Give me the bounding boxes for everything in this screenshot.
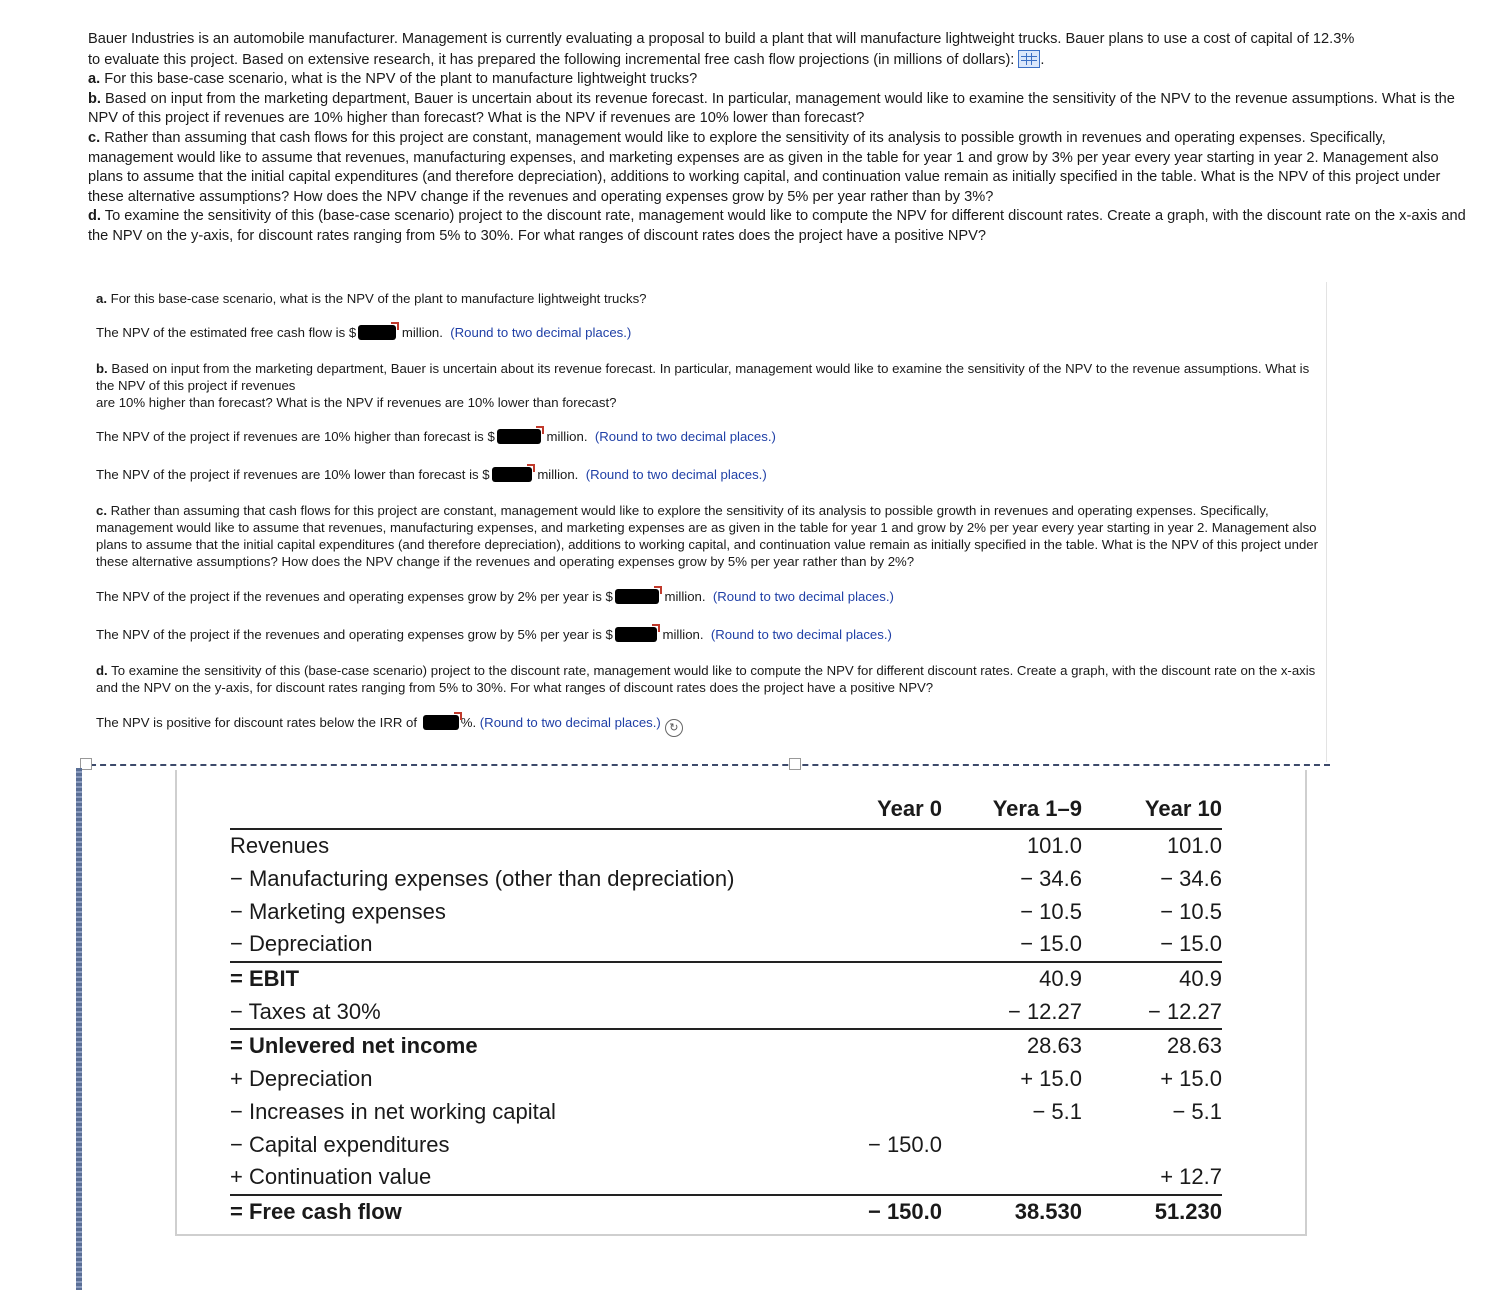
cash-flow-table-panel [175,770,1307,1236]
problem-intro-line1: Bauer Industries is an automobile manufacturer. Management is currently evaluating a proposal to build a plant that will manufacture lightweight trucks. Bauer plans to use a cost of capital of 12.3% [88,31,1355,47]
problem-intro-line2: to evaluate this project. Based on extensive research, it has prepared the following incremental free cash flow projections (in millions of dollars): [88,51,1015,68]
question-a: a. For this base-case scenario, what is the NPV of the plant to manufacture lightweight trucks? [96,291,647,306]
table-grid-icon[interactable] [1018,50,1040,68]
panel-border [1326,282,1327,762]
table-row-total: = Free cash flow − 150.0 38.530 51.230 [230,1195,1222,1229]
table-header-row [230,790,1222,829]
answer-b-lower-input[interactable] [492,467,532,482]
table-row: = EBIT 40.9 40.9 [230,966,1222,992]
answer-c-5pct-input[interactable] [615,627,657,642]
cash-flow-table [230,790,1222,1228]
answer-c-5pct-line: The NPV of the project if the revenues and operating expenses grow by 5% per year is $ million. (Round to two decimal places.) [96,627,892,642]
answer-b-lower-line: The NPV of the project if revenues are 10% lower than forecast is $ million. (Round to two decimal places.) [96,467,767,482]
header-year-10: Year 10 [1082,790,1222,829]
question-b: b. Based on input from the marketing department, Bauer is uncertain about its revenue forecast. In particular, management would like to examine the sensitivity of the NPV to the revenue assumptions. What is the NPV of this project if revenues are 10% higher than forecast? What is the NPV if revenues are 10% lower than forecast? [96,361,1310,410]
answer-c-2pct-line: The NPV of the project if the revenues and operating expenses grow by 2% per year is $ million. (Round to two decimal places.) [96,589,894,604]
question-d: d. To examine the sensitivity of this (base-case scenario) project to the discount rate, management would like to compute the NPV for different discount rates. Create a graph, with the discount rate on the x-axis and the NPV on the y-axis, for discount rates ranging from 5% to 30%. For what ranges of discount rates does the project have a positive NPV? [96,663,1316,695]
answer-a-line: The NPV of the estimated free cash flow is $ million. (Round to two decimal places.) [96,325,632,340]
question-c: c. Rather than assuming that cash flows for this project are constant, management would like to explore the sensitivity of its analysis to possible growth in revenues and operating expenses. Specifically, management would like to assume that revenues, manufacturing expenses, and marketing expenses are as given in the table for year 1 and grow by 2% per year every year starting in year 2. Management also plans to assume that the initial capital expenditures (and therefore depreciation), additions to working capital, and continuation value remain as initially specified in the table. What is the NPV of this project under these alternative assumptions? How does the NPV change if the revenues and operating expenses grow by 5% per year rather than by 2%? [96,503,1319,569]
table-row: − Increases in net working capital − 5.1 − 5.1 [230,1098,1222,1124]
table-row: − Marketing expenses − 10.5 − 10.5 [230,898,1222,924]
panel-resize-divider[interactable] [80,762,1330,768]
problem-part-d: d. To examine the sensitivity of this (base-case scenario) project to the discount rate, management would like to compute the NPV for different discount rates. Create a graph, with the discount rate on the x-axis and the NPV on the y-axis, for discount rates ranging from 5% to 30%. For what ranges of discount rates does the project have a positive NPV? [88,208,1466,244]
problem-part-c: c. Rather than assuming that cash flows for this project are constant, management would like to explore the sensitivity of its analysis to possible growth in revenues and operating expenses. Specifically, management would like to assume that revenues, manufacturing expenses, and marketing expenses are as given in the table for year 1 and grow by 3% per year every year starting in year 2. Management also plans to assume that the initial capital expenditures (and therefore depreciation), additions to working capital, and continuation value remain as initially specified in the table. What is the NPV of this project under these alternative assumptions? How does the NPV change if the revenues and operating expenses grow by 5% per year rather than by 3%? [88,129,1441,205]
refresh-icon[interactable]: ↻ [665,719,683,737]
header-year-0: Year 0 [842,790,942,829]
answer-b-higher-input[interactable] [497,429,541,444]
table-row: = Unlevered net income 28.63 28.63 [230,1033,1222,1059]
answer-d-input[interactable] [423,715,459,730]
table-row: Revenues 101.0 101.0 [230,833,1222,859]
header-year-1-9: Yera 1–9 [942,790,1082,829]
answer-a-input[interactable] [358,325,396,340]
table-row: + Depreciation + 15.0 + 15.0 [230,1066,1222,1092]
problem-part-b: b. Based on input from the marketing department, Bauer is uncertain about its revenue forecast. In particular, management would like to examine the sensitivity of the NPV to the revenue assumptions. What is the NPV of this project if revenues are 10% higher than forecast? What is the NPV if revenues are 10% lower than forecast? [88,90,1455,127]
resize-handle-center[interactable] [789,758,801,770]
table-row: + Continuation value + 12.7 [230,1164,1222,1190]
table-row: − Capital expenditures − 150.0 [230,1131,942,1157]
table-row: − Taxes at 30% − 12.27 − 12.27 [230,995,1222,1029]
scrollbar[interactable] [76,768,82,1290]
divider-line [80,764,1330,766]
problem-intro: Bauer Industries is an automobile manufacturer. Management is currently evaluating a proposal to build a plant that will manufacture lightweight trucks. Bauer plans to use a cost of capital of 12.3% to evaluate this project. Based on extensive research, it has prepared the following incremental free cash flow projections (in millions of dollars): . [88,31,1355,68]
table-row: − Manufacturing expenses (other than depreciation) − 34.6 − 34.6 [230,866,1222,892]
answer-c-2pct-input[interactable] [615,589,659,604]
table-row: − Depreciation − 15.0 − 15.0 [230,928,1222,962]
problem-statement [88,30,1468,247]
problem-part-a: a. For this base-case scenario, what is the NPV of the plant to manufacture lightweight trucks? [88,71,698,88]
answer-d-line: The NPV is positive for discount rates below the IRR of %. (Round to two decimal places.) ↻ [96,714,1326,737]
answer-b-higher-line: The NPV of the project if revenues are 10% higher than forecast is $ million. (Round to two decimal places.) [96,429,776,444]
